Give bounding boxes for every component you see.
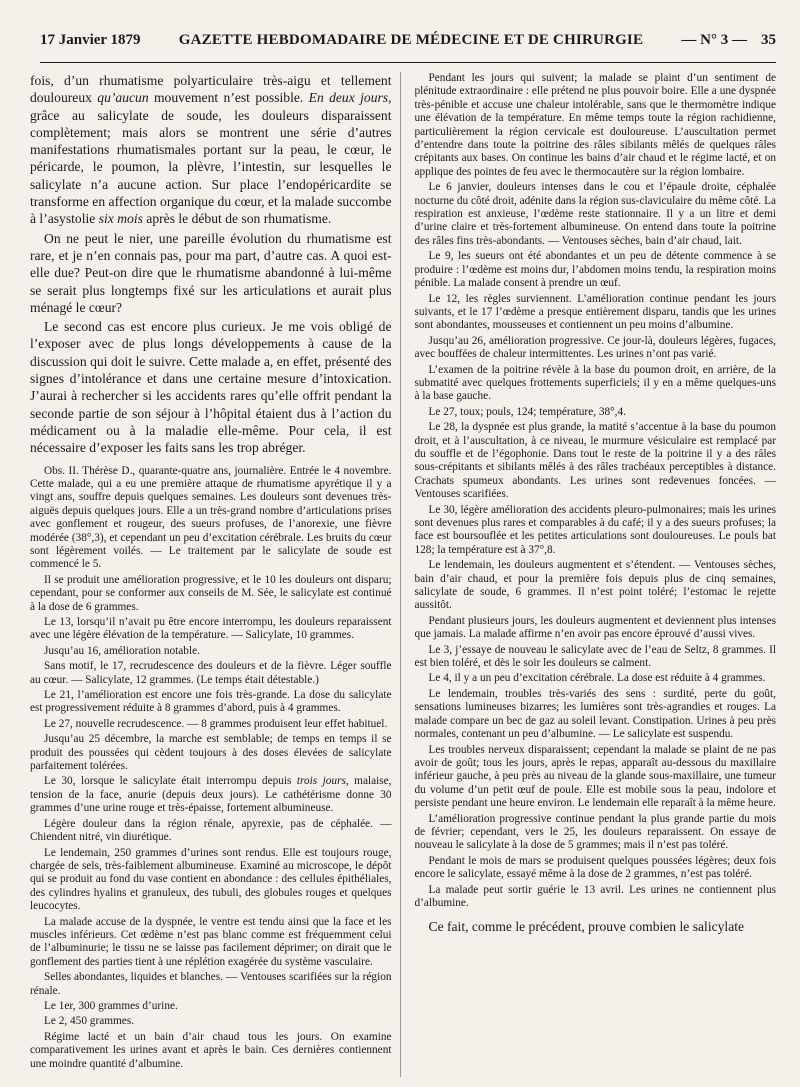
observation-paragraph: Le 30, lorsque le salicylate était interrompu depuis trois jours, malaise, tension de la face, anurie (depuis deux jours). Le cathétérisme donne 30 grammes d’une urine rouge et très-épaisse, fortement albumineuse.: [30, 775, 392, 815]
observation-paragraph: La malade peut sortir guérie le 13 avril. Les urines ne contiennent plus d’albumine.: [414, 883, 776, 909]
left-column: [30, 72, 401, 1077]
observation-paragraph: Selles abondantes, liquides et blanches. — Ventouses scarifiées sur la région rénale.: [30, 971, 392, 997]
observation-paragraph: Le lendemain, 250 grammes d’urines sont rendus. Elle est toujours rouge, chargée de sels, très-faiblement albumineuse. Examiné au microscope, le dépôt qui se produit au fond du vase contient en abondance : des cellules épithéliales, des cylindres hyalins et granuleux, des tubuli, des globules rouges et quelques leucocytes.: [30, 846, 392, 913]
observation-paragraph: Pendant les jours qui suivent; la malade se plaint d’un sentiment de plénitude extraordinaire : elle prétend ne plus pouvoir boire. Elle a une dyspnée très-pénible et accuse une chaleur intolérable, sans que le thermomètre indique une élévation de la température. En même temps toute la région rachidienne, particulièrement la région cervicale est douloureuse. L’auscultation permet d’entendre dans toute la poitrine des râles sibilants mêlés de quelques râles crépitants aux bases. On continue les bains d’air chaud et le régime lacté, et on applique des pointes de feu avec le thermocautère sur la région lombaire.: [414, 72, 776, 178]
observation-paragraph: Légère douleur dans la région rénale, apyrexie, pas de céphalée. — Chiendent nitré, vin diurétique.: [30, 817, 392, 844]
page-header: [40, 32, 776, 63]
observation-paragraph: Le 3, j’essaye de nouveau le salicylate avec de l’eau de Seltz, 8 grammes. Il est bien toléré, et dès le soir les douleurs se calment.: [414, 643, 776, 670]
observation-paragraph: Le 2, 450 grammes.: [44, 1015, 135, 1028]
observation-paragraph: Le 1er, 300 grammes d’urine.: [44, 999, 178, 1012]
paragraph: On ne peut le nier, une pareille évolution du rhumatisme est rare, et je n’en connais pas, pour ma part, d’autre cas. A quoi est-elle due? Peut-on dire que le rhumatisme abandonné à lui-même se serait plus longtemps fixé sur les articulations et aurait plus ménagé le cœur?: [30, 230, 392, 315]
right-column: [415, 72, 777, 1077]
observation-paragraph: Le 28, la dyspnée est plus grande, la matité s’accentue à la base du poumon droit, et à l’auscultation, à ce niveau, le murmure vésiculaire est remplacé par du souffle et de l’égophonie. Dans tout le reste de la poitrine il y a des râles sous-crépitants et sibilants mêlés à des râles trachéaux perceptibles à distance. Crachats spumeux abondants. Les urines sont redevenues foncées. — Ventouses scarifiées.: [414, 421, 776, 501]
observation-paragraph: Pendant le mois de mars se produisent quelques poussées légères; deux fois encore le salicylate, essayé même à la dose de 2 grammes, n’est pas toléré.: [414, 854, 776, 881]
issue-info: [681, 32, 776, 49]
observation-paragraph: Il se produit une amélioration progressive, et le 10 les douleurs ont disparu; cependant, pour se conformer aux conseils de M. Sée, le salicylate est continué à la dose de 6 grammes.: [30, 573, 392, 613]
observation-paragraph: Le 21, l’amélioration est encore une fois très-grande. La dose du salicylate est progressivement réduite à 8 grammes d’abord, puis à 4 grammes.: [30, 689, 392, 715]
paragraph: fois, d’un rhumatisme polyarticulaire très-aigu et tellement douloureux qu’aucun mouvement n’est possible. En deux jours, grâce au salicylate de soude, les douleurs disparaissent complètement; mais alors se montrent une série d’autres manifestations rhumatismales portant sur la peau, le cœur, le péricarde, le poumon, la plèvre, l’intestin, sur lesquelles le salicylate n’a aucune action. Sur place l’endopéricardite se transforme en affection organique du cœur, et la malade succombe à l’asystolie six mois après le début de son rhumatisme.: [30, 73, 392, 227]
observation-paragraph: Le 27, toux; pouls, 124; température, 38°,4.: [428, 405, 626, 418]
observation-paragraph: Pendant plusieurs jours, les douleurs augmentent et deviennent plus intenses que jamais. La malade affirme n’en avoir pas encore éprouvé d’aussi vives.: [414, 614, 776, 641]
observation-paragraph: Le 9, les sueurs ont été abondantes et un peu de détente commence à se produire : l’œdème est moins dur, l’abdomen moins tendu, la respiration moins pénible. La malade consent à prendre un œuf.: [414, 250, 776, 290]
observation-paragraph: L’examen de la poitrine révèle à la base du poumon droit, en arrière, de la submatité avec quelques frottements superficiels; il y en a même quelques-uns à la base gauche.: [414, 363, 776, 403]
observation-paragraph: Les troubles nerveux disparaissent; cependant la malade se plaint de ne pas avoir de goût; tous les jours, après le repas, apparaît au-dessous du maxillaire inférieur gauche, à peu près au niveau de la glande sous-maxillaire, une tumeur du volume d’un petit œuf de poule. Elle est mobile sous la peau, indolore et persiste pendant une heure environ. Le lendemain elle reparaît à la même heure.: [414, 743, 776, 810]
body-text-large: [30, 72, 392, 457]
observation-paragraph: Le lendemain, troubles très-variés des sens : surdité, perte du goût, sensations lumineuses bizarres; les lumières sont très-agrandies et rouges. La malade compare un bec de gaz au soleil levant. Constipation. Urines à peu près normales, contenant un peu d’albumine. — Le salicylate est suspendu.: [414, 687, 776, 741]
closing-paragraph: Ce fait, comme le précédent, prouve combien le salicylate: [428, 919, 745, 935]
issue-date: 17 Janvier 1879: [40, 32, 141, 48]
journal-title: GAZETTE HEBDOMADAIRE DE MÉDECINE ET DE CHIRURGIE: [178, 32, 644, 48]
observation-paragraph: Le 4, il y a un peu d’excitation cérébrale. La dose est réduite à 4 grammes.: [428, 672, 766, 685]
page-number: 35: [761, 32, 776, 48]
observation-text: [30, 465, 392, 1071]
observation-paragraph: Le 12, les règles surviennent. L’amélioration continue pendant les jours suivants, et le 17 l’œdème a presque entièrement disparu, tandis que les urines sont abondantes, mousseuses et contiennent un peu moins d’albumine.: [414, 292, 776, 332]
observation-paragraph: Le 6 janvier, douleurs intenses dans le cou et l’épaule droite, céphalée nocturne du côté droit, adénite dans la région sus-claviculaire du même côté. La respiration est anxieuse, l’œdème reste stationnaire. Il y a un litre et demi d’urine claire et très-fortement albumineuse. On entend dans toute la poitrine des râles fins très-abondants. — Ventouses sèches, bain d’air chaud, lait.: [414, 181, 776, 247]
observation-paragraph: Jusqu’au 25 décembre, la marche est semblable; de temps en temps il se produit des poussées qui cèdent toujours à des doses élevées de salicylate parfaitement tolérées.: [30, 733, 392, 773]
observation-paragraph: Le 13, lorsqu’il n’avait pu être encore interrompu, les douleurs reparaissent avec une légère élévation de la température. — Salicylate, 10 grammes.: [30, 616, 392, 642]
observation-paragraph: L’amélioration progressive continue pendant la plus grande partie du mois de février; cependant, vers le 25, les douleurs reparaissent. On essaye de nouveau le salicylate à la dose de 5 grammes; mais il n’est pas toléré.: [414, 812, 776, 852]
observation-paragraph: Jusqu’au 26, amélioration progressive. Ce jour-là, douleurs légères, fugaces, avec bouffées de chaleur intermittentes. Les urines n’ont pas varié.: [414, 334, 776, 361]
observation-paragraph: La malade accuse de la dyspnée, le ventre est tendu ainsi que la face et les muscles inférieurs. Cet œdème n’est pas blanc comme est fréquemment celui de l’albuminurie; le tissu ne se laisse pas facilement déprimer; on dirait que le gonflement des parties tient à une réplétion exagérée du système vasculaire.: [30, 915, 392, 968]
article-body: [30, 72, 776, 1077]
paragraph: Le second cas est encore plus curieux. Je me vois obligé de l’exposer avec de plus longs développements à cause de la discussion qui doit le suivre. Cette malade a, en effet, présenté des signes d’intolérance et dans une certaine mesure d’intoxication. J’aurai à rechercher si les accidents rares qu’elle offrit pendant la seconde partie de son séjour à l’hôpital étaient dus à l’action du médicament ou à la maladie elle-même. Pour cela, il est nécessaire d’exposer les faits sans les trop abréger.: [30, 319, 392, 456]
observation-paragraph: Le 27, nouvelle recrudescence. — 8 grammes produisent leur effet habituel.: [44, 717, 388, 730]
observation-paragraph: Obs. II. Thérèse D., quarante-quatre ans, journalière. Entrée le 4 novembre. Cette malade, qui a eu une première attaque de rhumatisme apyrétique il y a vingt ans, souffre depuis quelques semaines. Les douleurs sont devenues très-aiguës depuis quelques jours. Elle a un très-grand nombre d’articulations prises avec gonflement et rougeur, des sueurs profuses, de l’anorexie, une fièvre modérée (38°,3), et cependant un peu d’excitation cérébrale. Les bruits du cœur sont légèrement voilés. — Le traitement par le salicylate de soude est commencé le 5.: [30, 464, 392, 571]
observation-paragraph: Régime lacté et un bain d’air chaud tous les jours. On examine comparativement les urines avant et après le bain. Ces dernières contiennent une moindre quantité d’albumine.: [30, 1030, 392, 1070]
observation-paragraph: Sans motif, le 17, recrudescence des douleurs et de la fièvre. Léger souffle au cœur. — Salicylate, 12 grammes. (Le temps était détestable.): [30, 660, 392, 686]
observation-paragraph: Le lendemain, les douleurs augmentent et s’étendent. — Ventouses sèches, bain d’air chaud, et pour la première fois depuis plus de cinq semaines, salicylate de soude, 6 grammes. Il n’est point toléré; l’estomac le rejette aussitôt.: [414, 559, 776, 612]
observation-paragraph: Le 30, légère amélioration des accidents pleuro-pulmonaires; mais les urines sont devenues plus rares et comparables à du café; il y a des sueurs profuses; la face est boursouflée et les petites articulations sont douloureuses. Le pouls bat 128; la température est à 37°,8.: [414, 503, 776, 556]
issue-number: — N° 3 —: [681, 32, 747, 48]
observation-paragraph: Jusqu’au 16, amélioration notable.: [44, 644, 200, 657]
